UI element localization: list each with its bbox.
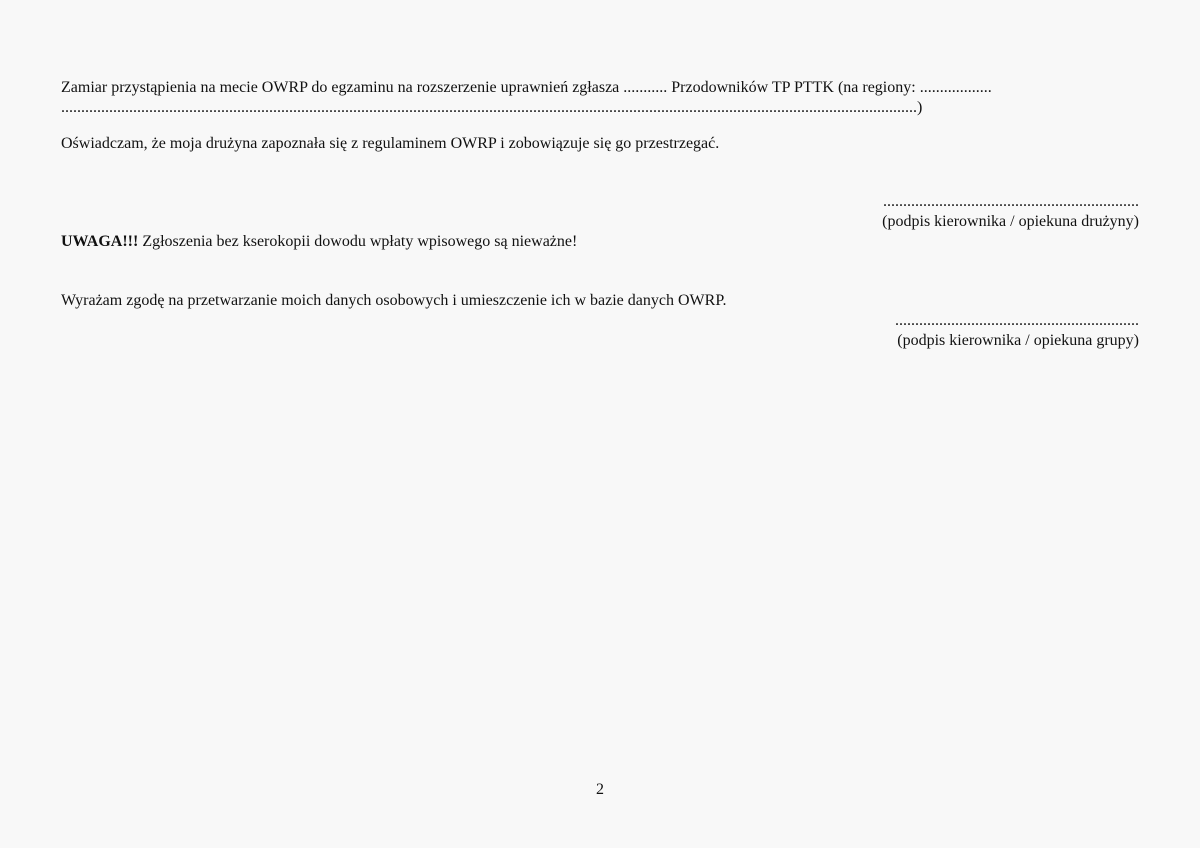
team-signature-block xyxy=(882,192,1139,232)
declaration-text: Oświadczam, że moja drużyna zapoznała się z regulaminem OWRP i zobowiązuje się go przestrzegać. xyxy=(61,135,720,152)
team-signature-dots: ................................................................ xyxy=(883,193,1139,210)
group-signature-caption: (podpis kierownika / opiekuna grupy) xyxy=(897,332,1139,349)
consent-text: Wyrażam zgodę na przetwarzanie moich danych osobowych i umieszczenie ich w bazie danych OWRP. xyxy=(61,292,727,309)
group-signature-block xyxy=(895,311,1139,351)
group-signature-dots: ............................................................. xyxy=(895,312,1139,329)
warning-label: UWAGA!!! xyxy=(61,233,139,250)
team-signature-caption: (podpis kierownika / opiekuna drużyny) xyxy=(882,213,1139,230)
warning-text: Zgłoszenia bez kserokopii dowodu wpłaty wpisowego są nieważne! xyxy=(138,233,578,250)
intent-line-2: ......................................................................................................................................................................................................................) xyxy=(61,99,923,116)
page-number: 2 xyxy=(596,781,604,798)
warning-line xyxy=(61,232,577,252)
intent-line-1: Zamiar przystąpienia na mecie OWRP do egzaminu na rozszerzenie uprawnień zgłasza ........... Przodowników TP PTTK (na regiony: .................. xyxy=(61,79,992,96)
